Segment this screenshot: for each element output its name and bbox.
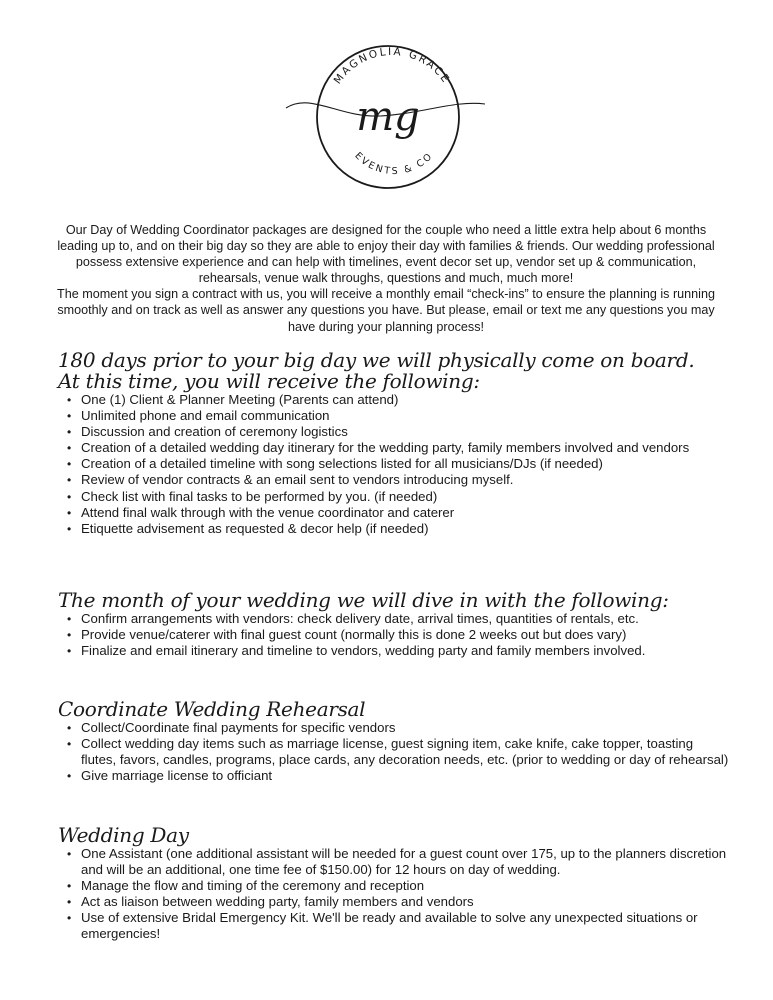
list-item: • One Assistant (one additional assistant will be needed for a guest count over 175, up to the planners discretion and will be an additional, one time fee of $150.00) for 12 hours on day of wedding. [81, 846, 730, 878]
section-heading: Coordinate Wedding Rehearsal [58, 697, 366, 721]
list-item: • Check list with final tasks to be performed by you. (if needed) [81, 489, 730, 505]
list-item: • Unlimited phone and email communication [81, 408, 730, 424]
list-item: • One (1) Client & Planner Meeting (Parents can attend) [81, 392, 730, 408]
heading-line-1: 180 days prior to your big day we will physically come on board. [58, 348, 695, 372]
item-list [58, 846, 730, 943]
list-item: • Provide venue/caterer with final guest count (normally this is done 2 weeks out but does vary) [81, 627, 730, 643]
intro-text [52, 222, 720, 335]
list-item: • Collect/Coordinate final payments for specific vendors [81, 720, 730, 736]
list-item: • Confirm arrangements with vendors: check delivery date, arrival times, quantities of rentals, etc. [81, 611, 730, 627]
section-month-of-wedding [58, 590, 730, 659]
list-item: • Attend final walk through with the venue coordinator and caterer [81, 505, 730, 521]
list-item: • Collect wedding day items such as marriage license, guest signing item, cake knife, cake topper, toasting flutes, favors, candles, programs, place cards, any decoration needs, etc. (prior to wedding or day of rehearsal) [81, 736, 730, 768]
list-item: • Act as liaison between wedding party, family members and vendors [81, 894, 730, 910]
section-180-days [58, 350, 730, 537]
brand-logo [280, 30, 495, 205]
intro-paragraph-1: Our Day of Wedding Coordinator packages are designed for the couple who need a little extra help about 6 months leading up to, and on their big day so they are able to enjoy their day with families & friends. Our wedding professional possess extensive experience and can help with timelines, event decor set up, vendor set up & communication, rehearsals, venue walk throughs, questions and much, much more! [57, 223, 715, 286]
logo-brand-bottom: EVENTS & CO [352, 150, 436, 178]
list-item: • Creation of a detailed wedding day itinerary for the wedding party, family members involved and vendors [81, 440, 730, 456]
svg-text:MAGNOLIA GRACE [332, 46, 453, 86]
list-item: • Use of extensive Bridal Emergency Kit. We'll be ready and available to solve any unexpected situations or emergencies! [81, 910, 730, 942]
list-item: • Creation of a detailed timeline with song selections listed for all musicians/DJs (if needed) [81, 456, 730, 472]
logo-emblem-icon [280, 30, 495, 205]
logo-brand-top: MAGNOLIA GRACE [331, 45, 453, 87]
section-heading [58, 350, 730, 392]
intro-paragraph-2: The moment you sign a contract with us, you will receive a monthly email “check-ins” to ensure the planning is running smoothly and on track as well as answer any questions you have. But please, email or text me any questions you may have during your planning process! [57, 287, 715, 334]
item-list [58, 611, 730, 659]
list-item: • Etiquette advisement as requested & decor help (if needed) [81, 521, 730, 537]
item-list [58, 392, 730, 537]
svg-text:EVENTS & CO [352, 150, 435, 177]
list-item: • Discussion and creation of ceremony logistics [81, 424, 730, 440]
item-list [58, 720, 730, 784]
section-wedding-day [58, 825, 730, 943]
section-heading: Wedding Day [58, 823, 189, 847]
list-item: • Finalize and email itinerary and timeline to vendors, wedding party and family members involved. [81, 643, 730, 659]
section-heading: The month of your wedding we will dive in with the following: [58, 588, 669, 612]
list-item: • Review of vendor contracts & an email sent to vendors introducing myself. [81, 472, 730, 488]
heading-line-2: At this time, you will receive the following: [58, 369, 480, 393]
list-item: • Give marriage license to officiant [81, 768, 730, 784]
section-rehearsal [58, 699, 730, 784]
list-item: • Manage the flow and timing of the ceremony and reception [81, 878, 730, 894]
logo-monogram: mg [356, 94, 420, 140]
